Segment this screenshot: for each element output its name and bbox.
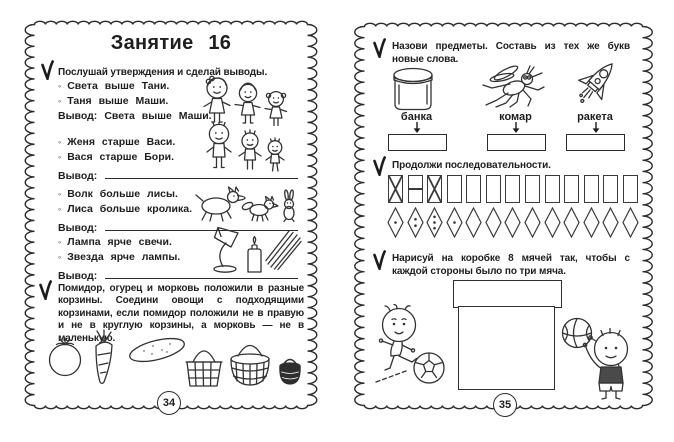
sequence-diamond-cell-empty[interactable] [622,207,639,238]
task2-instruction: Продолжи последовательности. [392,160,551,171]
box-lid[interactable] [453,280,562,308]
bullet-icon: ◦ [58,152,62,162]
sequence-rect-cell-empty[interactable] [545,175,560,203]
object-label: комар [499,111,532,123]
sequence-rect-cell-empty[interactable] [564,175,579,203]
sequence-diamond-cell-empty[interactable] [465,207,482,238]
down-arrow-icon [511,122,521,133]
conclusion-row: Вывод: [58,218,298,233]
statement-line: ◦ Лиса больше кролика. [58,203,192,215]
sequence-rectangles [388,175,638,203]
page-title: Занятие 16 [110,32,232,54]
task1-instruction: Послушай утверждения и сделай выводы. [58,67,268,78]
checkmark-icon [40,60,55,80]
sequence-rect-cell-empty[interactable] [486,175,501,203]
sequence-diamond-cell-empty[interactable] [504,207,521,238]
sequence-rect-cell-empty[interactable] [584,175,599,203]
wolf-fox-rabbit-illustration [194,184,298,224]
vegetables-baskets-illustration [40,328,302,398]
checkmark-icon [372,156,387,176]
rocket-icon [570,56,622,110]
sequence-diamond-cell-empty[interactable] [602,207,619,238]
answer-box[interactable] [388,134,447,151]
sequence-diamond-cell-empty[interactable] [563,207,580,238]
bullet-icon: ◦ [58,81,62,91]
sequence-diamond-cell-empty[interactable] [485,207,502,238]
bullet-icon: ◦ [58,204,62,214]
box-body[interactable] [458,306,555,390]
object-label: ракета [577,111,613,123]
sequence-rect-cell-dash [408,175,423,203]
conclusion-answer: Света выше Маши. [104,110,212,122]
sequence-rect-cell-empty[interactable] [466,175,481,203]
tomato-icon [50,345,81,376]
cucumber-icon [128,334,187,366]
bullet-icon: ◦ [58,137,62,147]
bullet-icon: ◦ [58,252,62,262]
boy-with-basketball-illustration [558,316,644,400]
statement-line: ◦ Волк больше лисы. [58,188,178,200]
bullet-icon: ◦ [58,96,62,106]
statement-line: ◦ Света выше Тани. [58,80,170,92]
statement-line: ◦ Звезда ярче лампы. [58,251,181,263]
sequence-diamond-cell-2dot [407,207,424,238]
sequence-rect-cell-empty[interactable] [623,175,638,203]
sequence-diamond-cell-empty[interactable] [524,207,541,238]
bullet-icon: ◦ [58,189,62,199]
sequence-diamond-cell-empty[interactable] [544,207,561,238]
statement-line: ◦ Вася старше Бори. [58,151,174,163]
carrot-icon [96,342,112,383]
sequence-diamonds [387,207,639,238]
conclusion-row: Вывод: [58,166,298,181]
page-number: 34 [157,391,181,415]
statement-line: ◦ Таня выше Маши. [58,95,169,107]
checkmark-icon [38,280,53,300]
statement-line: ◦ Лампа ярче свечи. [58,236,172,248]
mosquito-icon [480,60,548,108]
answer-box[interactable] [566,134,625,151]
jar-icon [390,66,436,112]
checkmark-icon [372,38,387,58]
answer-box[interactable] [487,134,546,151]
boy-kicking-ball-illustration [372,304,454,388]
task2-instruction: Помидор, огурец и морковь положили в разные корзины. Соедини овощи с подходящими корзинами, если помидор положили не в правую и не в круглую корзины, а морковь — не в маленькую. [58,283,304,344]
sequence-rect-cell-empty[interactable] [505,175,520,203]
conclusion-row: Вывод: [58,266,298,281]
sequence-rect-cell-empty[interactable] [525,175,540,203]
conclusion-row: Вывод: Света выше Маши. [58,110,212,122]
down-arrow-icon [412,122,422,133]
right-page [362,24,645,411]
sequence-diamond-cell-1dot [387,207,404,238]
lamp-candle-comet-illustration [210,222,302,276]
statement-line: ◦ Женя старше Васи. [58,136,176,148]
sequence-rect-cell-cross [388,175,403,203]
left-page [32,22,310,408]
page-number: 35 [493,393,517,417]
sequence-rect-cell-empty[interactable] [603,175,618,203]
object-label: банка [400,111,433,123]
sequence-rect-cell-empty[interactable] [447,175,462,203]
down-arrow-icon [591,122,601,133]
round-basket-icon [231,354,269,364]
checkmark-icon [372,250,387,270]
task1-instruction: Назови предметы. Составь из тех же букв новые слова. [392,41,630,65]
sequence-diamond-cell-3dot [426,207,443,238]
three-boys-illustration [204,122,288,178]
bullet-icon: ◦ [58,237,62,247]
sequence-diamond-cell-empty[interactable] [583,207,600,238]
sequence-diamond-cell-1dot [446,207,463,238]
sequence-rect-cell-cross [427,175,442,203]
task3-instruction: Нарисуй на коробке 8 мячей так, чтобы с каждой стороны было по три мяча. [392,253,630,277]
